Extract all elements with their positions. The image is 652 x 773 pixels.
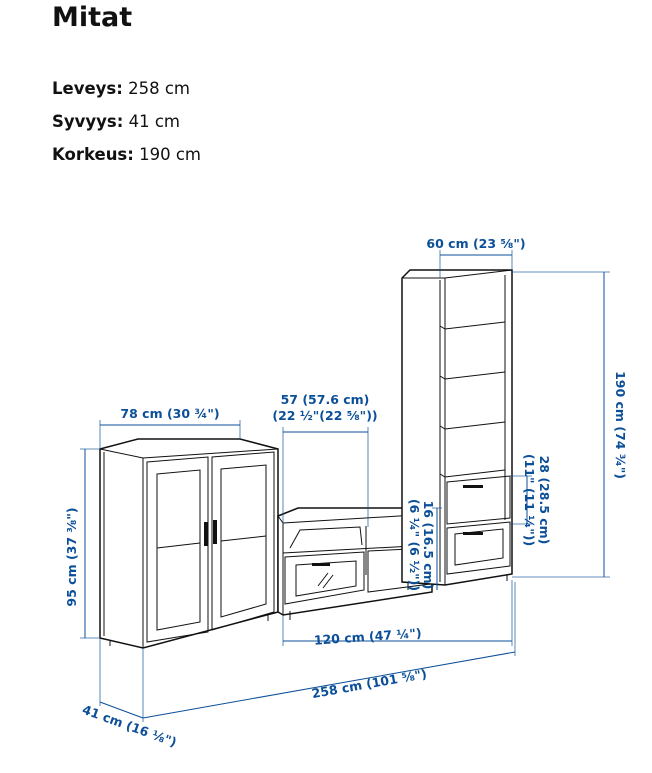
spec-depth-value: 41 cm bbox=[128, 112, 180, 131]
drawer-handle bbox=[312, 563, 330, 566]
dim-depth: 41 cm (16 ⅛") bbox=[80, 701, 179, 750]
dim-drawer-height-in: (11" (11 ¼")) bbox=[522, 453, 537, 547]
dim-shelf-height-in: (6 ¼" (6 ½")) bbox=[407, 498, 422, 592]
door-handle-right bbox=[213, 520, 217, 544]
drawer-handle-lower bbox=[463, 532, 483, 535]
door-handle-left bbox=[204, 522, 208, 546]
spec-depth-label: Syvyys: bbox=[52, 112, 124, 131]
spec-height-label: Korkeus: bbox=[52, 145, 134, 164]
dim-bench-width: 120 cm (47 ¼") bbox=[313, 625, 423, 648]
dim-tall-width: 60 cm (23 ⅝") bbox=[426, 236, 526, 251]
dim-tall-height: 190 cm (74 ¾") bbox=[613, 371, 628, 479]
dim-cabinet-width: 78 cm (30 ¾") bbox=[120, 406, 220, 421]
spec-width-label: Leveys: bbox=[52, 79, 123, 98]
dim-shelf-height-cm: 16 (16.5 cm) bbox=[421, 500, 436, 590]
spec-height-value: 190 cm bbox=[139, 145, 201, 164]
dim-tv-depth-cm: 57 (57.6 cm) bbox=[280, 392, 370, 407]
drawer-handle-upper bbox=[463, 485, 483, 488]
glass-door-cabinet bbox=[100, 439, 278, 648]
dim-drawer-height-cm: 28 (28.5 cm) bbox=[537, 455, 552, 545]
spec-width-value: 258 cm bbox=[128, 79, 190, 98]
furniture-illustration bbox=[100, 270, 512, 648]
dim-cabinet-height: 95 cm (37 ⅜") bbox=[64, 507, 79, 607]
dim-tv-depth-in: (22 ½"(22 ⅝")) bbox=[272, 408, 378, 423]
page-title: Mitat bbox=[52, 2, 133, 33]
dim-total-width: 258 cm (101 ⅝") bbox=[310, 666, 428, 702]
